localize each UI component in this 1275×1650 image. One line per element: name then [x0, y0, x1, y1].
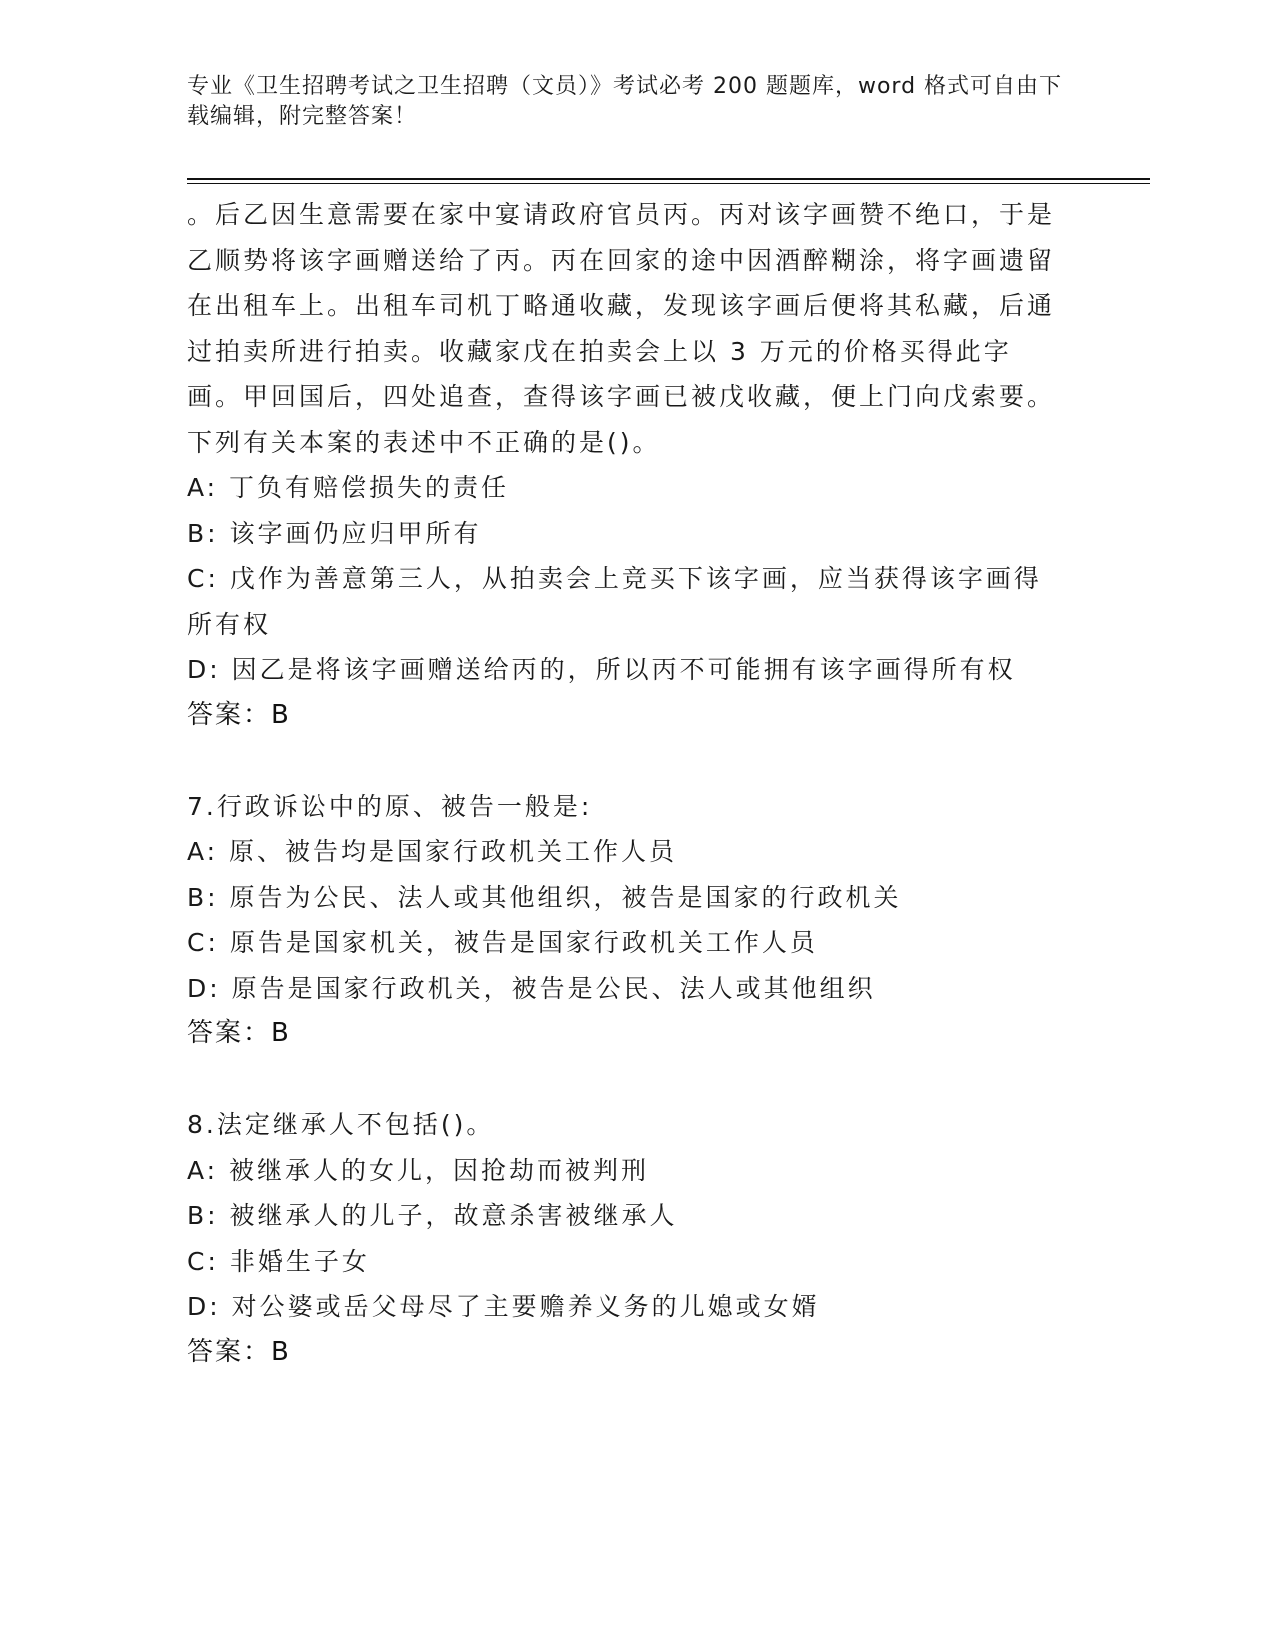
document-body	[187, 192, 1067, 1375]
document-header	[187, 72, 1067, 132]
header-text: 专业《卫生招聘考试之卫生招聘（文员）》考试必考 200 题题库，word 格式可自由下载编辑，附完整答案！	[187, 74, 1063, 129]
option-a: A: 被继承人的女儿，因抢劫而被判刑	[187, 1155, 650, 1185]
question-stem: 7.行政诉讼中的原、被告一般是:	[187, 791, 593, 821]
answer-line: 答案：B	[187, 699, 291, 730]
option-c: C: 原告是国家机关，被告是国家行政机关工作人员	[187, 928, 818, 957]
option-a: A: 丁负有赔偿损失的责任	[187, 473, 510, 502]
spacer	[187, 738, 1067, 784]
option-c: C: 戊作为善意第三人，从拍卖会上竞买下该字画，应当获得该字画得所有权	[187, 564, 1042, 639]
option-d: D: 因乙是将该字画赠送给丙的，所以丙不可能拥有该字画得所有权	[187, 655, 1016, 684]
question-stem: 8.法定继承人不包括()。	[187, 1110, 495, 1139]
answer-line: 答案：B	[187, 1018, 291, 1048]
header-rule-thin	[187, 183, 1150, 184]
answer-line: 答案：B	[187, 1336, 291, 1367]
option-b: B: 被继承人的儿子，故意杀害被继承人	[187, 1201, 678, 1230]
question-8	[187, 1102, 1067, 1375]
option-b: B: 该字画仍应归甲所有	[187, 518, 482, 548]
option-a: A: 原、被告均是国家行政机关工作人员	[187, 837, 678, 866]
option-b: B: 原告为公民、法人或其他组织，被告是国家的行政机关	[187, 882, 902, 912]
question-continued	[187, 192, 1067, 738]
spacer	[187, 1057, 1067, 1103]
option-d: D: 原告是国家行政机关，被告是公民、法人或其他组织	[187, 973, 876, 1003]
option-c: C: 非婚生子女	[187, 1246, 370, 1276]
option-d: D: 对公婆或岳父母尽了主要赡养义务的儿媳或女婿	[187, 1292, 820, 1321]
header-rule-thick	[187, 178, 1150, 180]
question-stem: 。后乙因生意需要在家中宴请政府官员丙。丙对该字画赞不绝口，于是乙顺势将该字画赠送给了丙。丙在回家的途中因酒醉糊涂，将字画遗留在出租车上。出租车司机丁略通收藏，发现该字画后便将其私藏，后通过拍卖所进行拍卖。收藏家戊在拍卖会上以 3 万元的价格买得此字画。甲回国后，四处追查，查得该字画已被戊收藏，便上门向戊索要。下列有关本案的表述中不正确的是()。	[187, 200, 1056, 457]
question-7	[187, 784, 1067, 1057]
